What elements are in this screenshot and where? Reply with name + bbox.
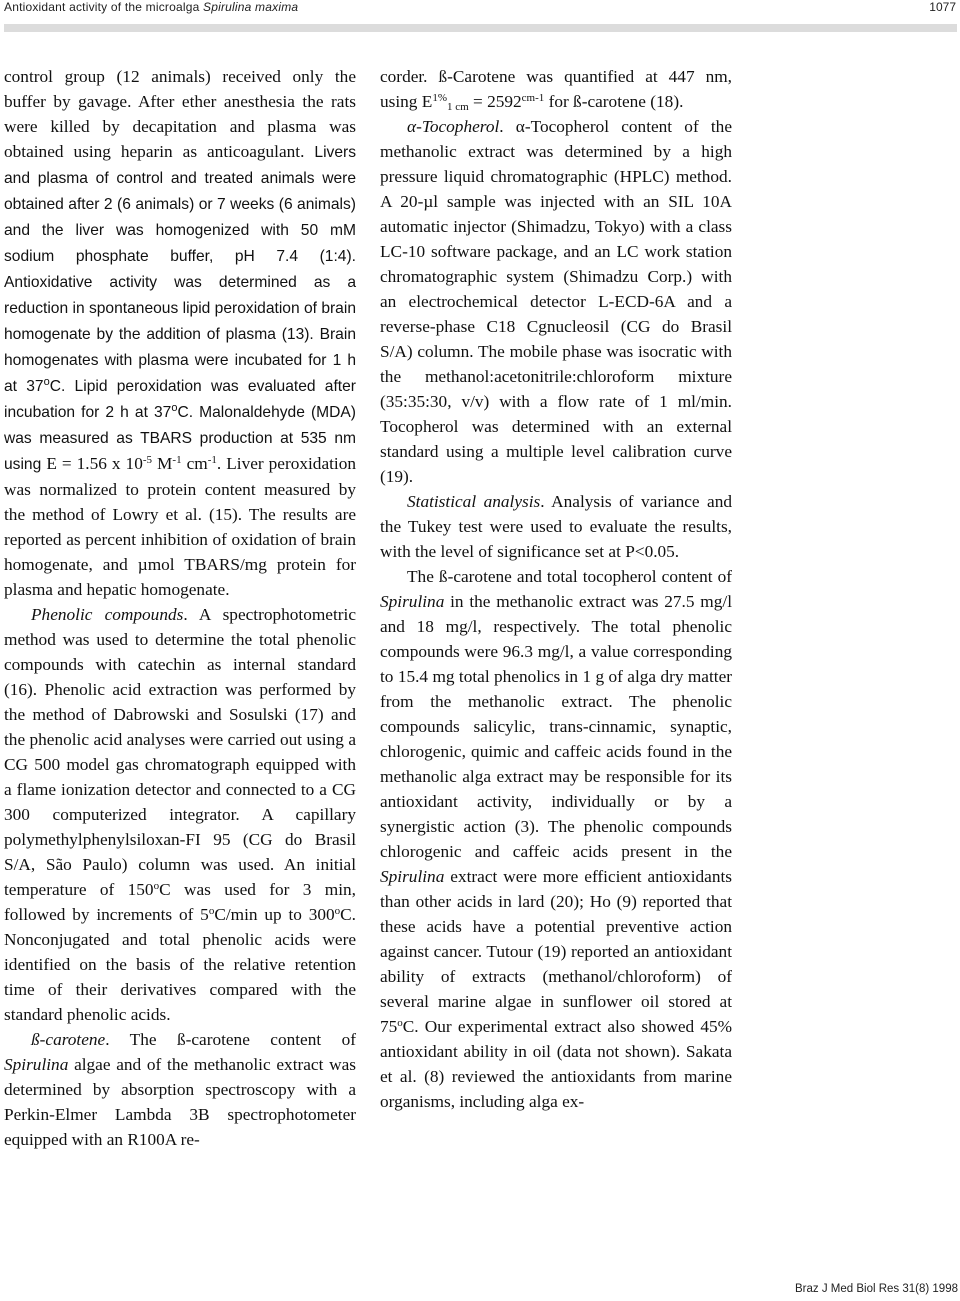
page-number: 1077 [929, 0, 956, 14]
section-heading-tocopherol: α-Tocopherol [407, 117, 500, 136]
running-header [0, 0, 960, 22]
paragraph-methods-plasma: Livers and plasma of control and treated animals were obtained after 2 (6 animals) or 7 weeks (6 animals) and the liver was homogenized with 50 mM sodium phosphate buffer, pH 7.4 (1:4). Antioxidative activity was determined as a reduction in spontaneous lipid peroxidation of brain homogenate by the addition of plasma (13). Brain homogenates with plasma were incubated for 1 h at 37$^o$C. Lipid peroxidation was evaluated after incubation for 2 h at 37$^o$C. Malonaldehyde (MDA) was measured as TBARS production at 535 nm using [4, 144, 356, 473]
left-column [4, 64, 356, 1152]
running-title: Antioxidant activity of the microalga Spirulina maxima [4, 0, 299, 14]
running-title-genus: Spirulina maxima [203, 0, 299, 14]
section-heading-phenolic: Phenolic compounds [31, 605, 184, 624]
paragraph-beta-carotene: ß-carotene. The ß-carotene content of Spirulina algae and of the methanolic extract was determined by absorption spectroscopy with a Perkin-Elmer Lambda 3B spectrophotometer equipped with an R100A re- [4, 1030, 356, 1149]
paragraph-methods-animals: control group (12 animals) received only the buffer by gavage. After ether anesthesia the rats were killed by decapitation and plasma was obtained using heparin as anticoagulant. Livers and plasma of control and treated animals were obtained after 2 (6 animals) or 7 weeks (6 animals) and the liver was homogenized with 50 mM sodium phosphate buffer, pH 7.4 (1:4). Antioxidative activity was determined as a reduction in spontaneous lipid peroxidation of brain homogenate by the addition of plasma (13). Brain homogenates with plasma were incubated for 1 h at 37$^o$C. Lipid peroxidation was evaluated after incubation for 2 h at 37$^o$C. Malonaldehyde (MDA) was measured as TBARS production at 535 nm using E = 1.56 x $10^{-5}$ $M^{-1}$ $cm^{-1}$. Liver peroxidation was normalized to protein content measured by the method of Lowry et al. (15). The results are reported as percent inhibition of oxidation of brain homogenate, and µmol TBARS/mg protein for plasma and hepatic homogenate. [4, 67, 357, 599]
paragraph-phenolic-compounds: Phenolic compounds. A spectrophotometric method was used to determine the total phenolic compounds with catechin as internal standard (16). Phenolic acid extraction was performed by the method of Dabrowski and Sosulski (17) and the phenolic acid analyses were carried out using a CG 500 model gas chromatograph equipped with a flame ionization detector and connected to a CG 300 computerized integrator. A capillary polymethylphenylsiloxan-FI 95 (CG do Brasil S/A, São Paulo) column was used. An initial temperature of 150$^o$C was used for 3 min, followed by increments of 5$^o$C/min up to 300$^o$C. Nonconjugated and total phenolic acids were identified on the basis of the relative retention time of their derivatives compared with the standard phenolic acids. [4, 605, 356, 1024]
journal-citation: Braz J Med Biol Res 31(8) 1998 [795, 1283, 958, 1295]
header-rule [4, 24, 957, 32]
paragraph-statistical-analysis: Statistical analysis. Analysis of variance and the Tukey test were used to evaluate the results, with the level of significance set at P<0.05. [380, 492, 733, 561]
paragraph-tocopherol: α-Tocopherol. α-Tocopherol content of the methanolic extract was determined by a high pressure liquid chromatographic (HPLC) method. A 20-µl sample was injected with an SIL 10A automatic injector (Shimadzu, Tokyo) with a class LC-10 software package, and an LC work station chromatographic system (Shimadzu Corp.) with an electrochemical detector L-ECD-6A and a reverse-phase C18 Cgnucleosil (CG do Brasil S/A) column. The mobile phase was isocratic with the methanol:acetonitrile:chloroform mixture (35:35:30, v/v) with a flow rate of 1 ml/min. Tocopherol was determined with an external standard using a multiple level calibration curve (19). [380, 117, 732, 486]
section-heading-statistics: Statistical analysis [407, 492, 541, 511]
paragraph-carotene-continued: corder. ß-Carotene was quantified at 447 nm, using $E^{1\%}_{1 cm} = 2592^{cm-1}$ for ß-carotene (18). [380, 67, 732, 113]
section-heading-carotene: ß-carotene [31, 1030, 106, 1049]
paragraph-results: The ß-carotene and total tocopherol content of Spirulina in the methanolic extract was 27.5 mg/l and 18 mg/l, respectively. The total phenolic compounds were 96.3 mg/l, a value corresponding to 15.4 mg total phenolics in 1 g of alga dry matter from the methanolic extract. The phenolic compounds salicylic, trans-cinnamic, synaptic, chlorogenic, quimic and caffeic acids found in the methanolic alga extract may be responsible for its antioxidant activity, individually or by a synergistic action (3). The phenolic compounds chlorogenic and caffeic acids present in the Spirulina extract were more efficient antioxidants than other acids in lard (20); Ho (9) reported that these acids have a potential preventive action against cancer. Tutour (19) reported an antioxidant ability of extracts (methanol/chloroform) of several marine algae in sunflower oil stored at 75$^o$C. Our experimental extract also showed 45% antioxidant ability in oil (data not shown). Sakata et al. (8) reviewed the antioxidants from marine organisms, including alga ex- [380, 567, 732, 1111]
right-column [380, 64, 732, 1114]
